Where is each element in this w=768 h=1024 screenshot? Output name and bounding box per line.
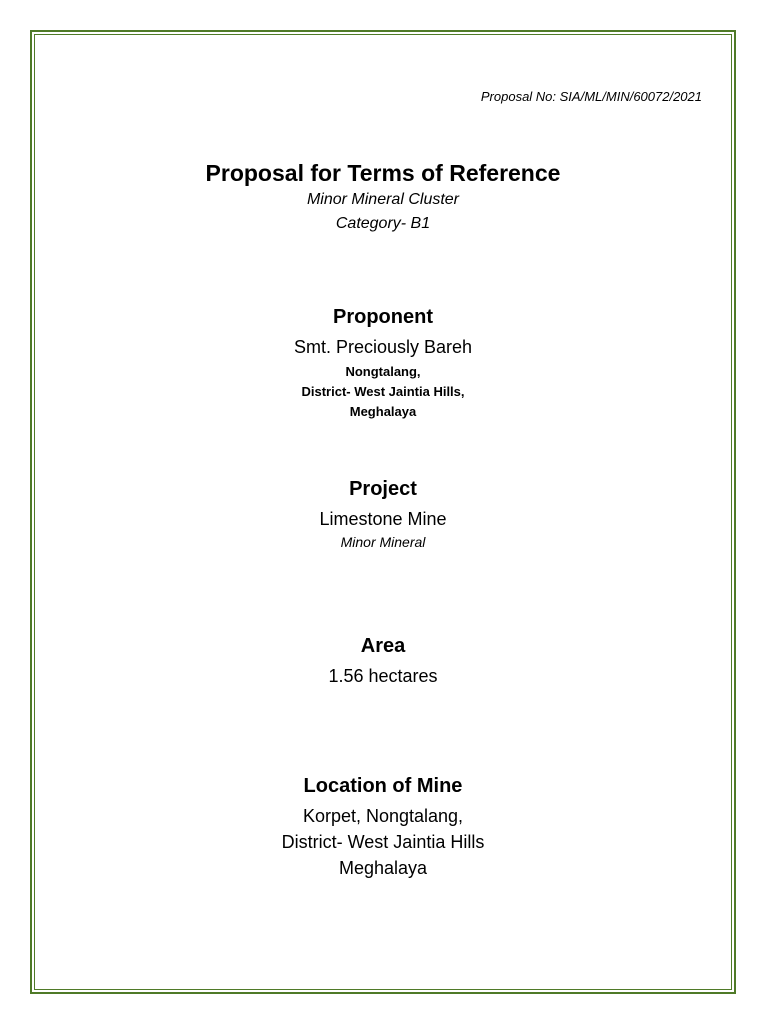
proponent-address-line: Meghalaya bbox=[349, 404, 417, 419]
area-section bbox=[34, 632, 732, 689]
proponent-address-line: District- West Jaintia Hills, bbox=[301, 384, 465, 399]
area-heading: Area bbox=[360, 635, 406, 657]
document-subtitle: Minor Mineral Cluster bbox=[306, 191, 460, 208]
proponent-section bbox=[34, 303, 732, 422]
proponent-address-line: Nongtalang, bbox=[345, 364, 421, 379]
location-line: Korpet, Nongtalang, bbox=[302, 806, 464, 826]
location-line: Meghalaya bbox=[338, 858, 428, 878]
project-section bbox=[34, 475, 732, 552]
document-title: Proposal for Terms of Reference bbox=[205, 160, 561, 186]
proponent-heading: Proponent bbox=[333, 306, 433, 328]
project-heading: Project bbox=[349, 478, 417, 500]
title-block bbox=[34, 158, 732, 236]
location-section bbox=[34, 772, 732, 881]
location-line: District- West Jaintia Hills bbox=[281, 832, 485, 852]
document-category: Category- B1 bbox=[335, 215, 431, 232]
area-value: 1.56 hectares bbox=[328, 666, 438, 686]
project-name: Limestone Mine bbox=[319, 509, 447, 529]
project-type: Minor Mineral bbox=[340, 534, 426, 550]
location-heading: Location of Mine bbox=[303, 775, 463, 797]
proposal-number: Proposal No: SIA/ML/MIN/60072/2021 bbox=[480, 89, 702, 104]
proponent-name: Smt. Preciously Bareh bbox=[293, 337, 473, 357]
